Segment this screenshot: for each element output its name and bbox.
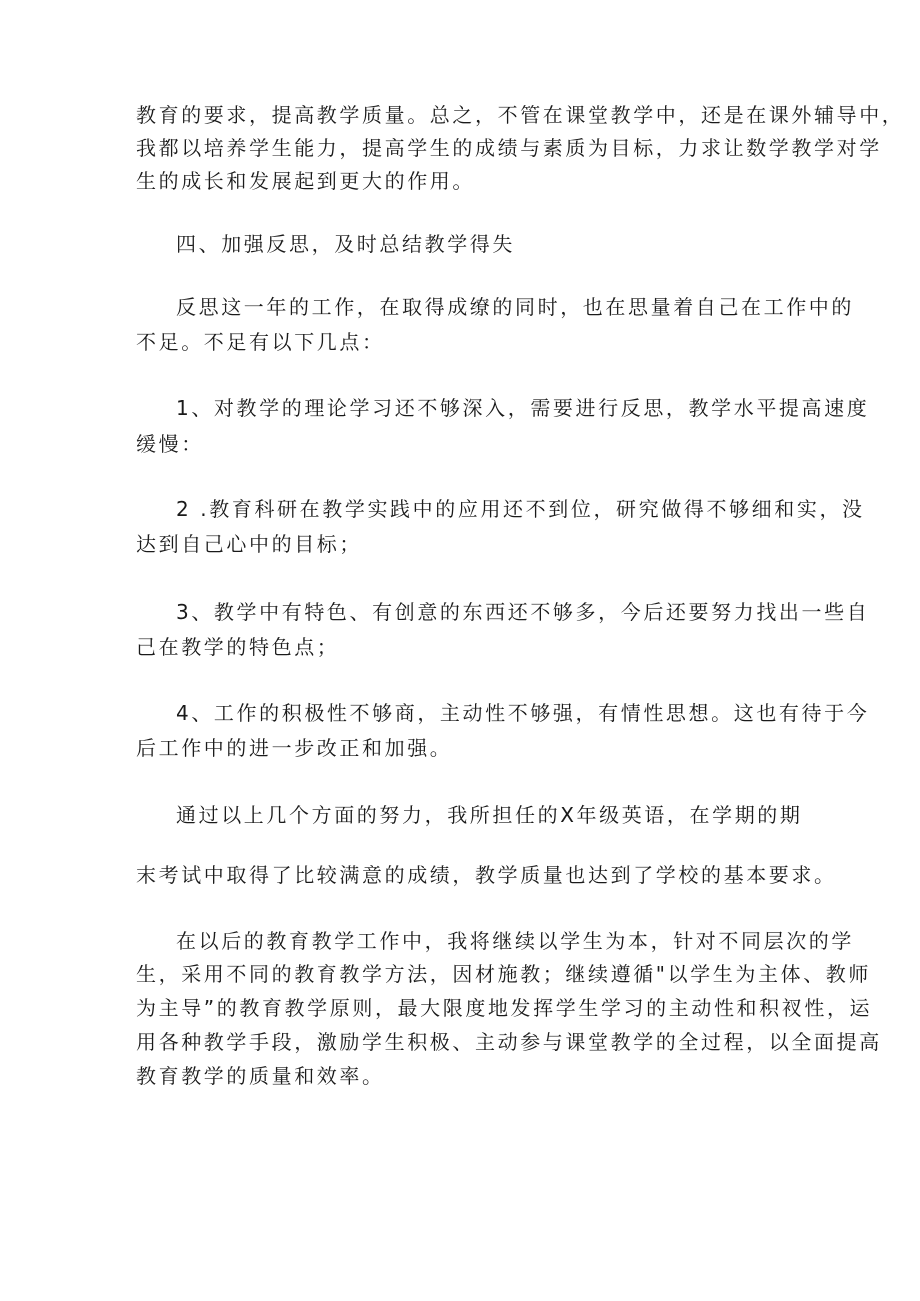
paragraph-line: 用各种教学手段，激励学生积极、主动参与课堂教学的全过程，以全面提高 <box>136 1030 882 1054</box>
list-item-line: 1、对教学的理论学习还不够深入，需要进行反思，教学水平提高速度 <box>176 396 870 420</box>
paragraph-line: 末考试中取得了比较满意的成绩，教学质量也达到了学校的基本要求。 <box>136 863 837 887</box>
section-heading: 四、加强反思，及时总结教学得失 <box>176 232 515 256</box>
paragraph-line: 生，采用不同的教育教学方法，因材施教；继续遵循"以学生为主体、教师 <box>136 962 871 986</box>
paragraph-line: 在以后的教育教学工作中，我将继续以学生为本，针对不同层次的学 <box>176 929 854 953</box>
list-item-line: 缓慢： <box>136 432 204 456</box>
list-item-line: 2 .教育科研在教学实践中的应用还不到位，研究做得不够细和实，没 <box>176 497 865 521</box>
paragraph-line: 教育教学的质量和效率。 <box>136 1064 385 1088</box>
paragraph-line: 为主导”的教育教学原则，最大限度地发挥学生学习的主动性和积衩性，运 <box>136 996 873 1020</box>
paragraph-line: 教育的要求，提高教学质量。总之，不管在课堂教学中，还是在课外辅导中， <box>136 103 905 127</box>
list-item-line: 3、教学中有特色、有创意的东西还不够多，今后还要努力找出一些自 <box>176 600 870 624</box>
list-item-line: 后工作中的进一步改正和加强。 <box>136 736 453 760</box>
list-item-line: 己在教学的特色点； <box>136 635 340 659</box>
list-item-line: 4、工作的积极性不够商，主动性不够强，有情性思想。这也有待于今 <box>176 701 870 725</box>
paragraph-line: 通过以上几个方面的努力，我所担任的X年级英语，在学期的期 <box>176 803 803 827</box>
paragraph-line: 生的成长和发展起到更大的作用。 <box>136 169 475 193</box>
paragraph-line: 我都以培养学生能力，提高学生的成绩与素质为目标，力求让数学教学对学 <box>136 136 882 160</box>
paragraph-line: 不足。不足有以下几点： <box>136 330 385 354</box>
list-item-line: 达到自己心中的目标； <box>136 532 362 556</box>
paragraph-line: 反思这一年的工作，在取得成缭的同时，也在思量着自己在工作中的 <box>176 295 854 319</box>
